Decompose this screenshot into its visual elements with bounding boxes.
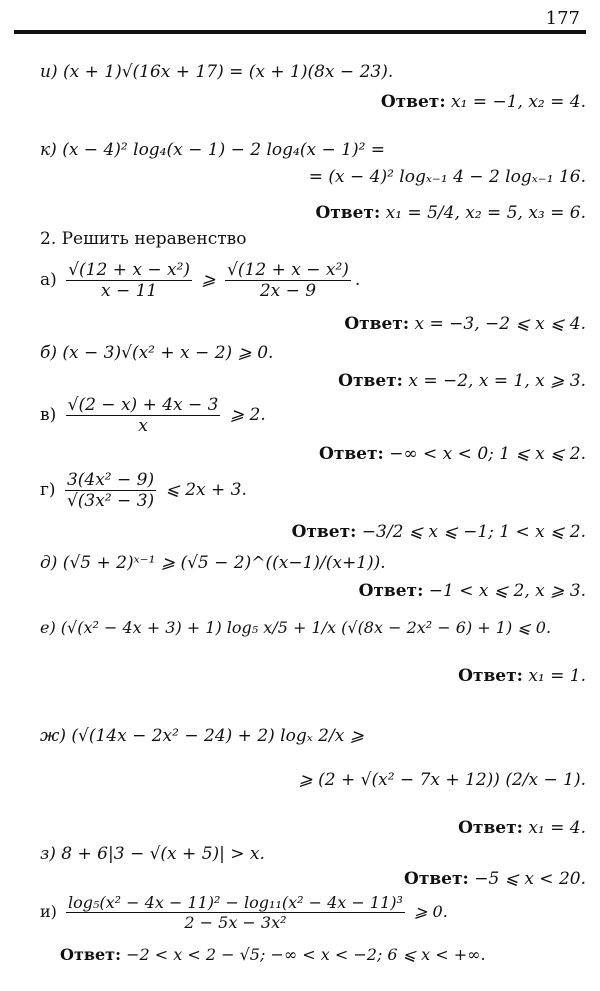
eq-i-problem: и) (x + 1)√(16x + 17) = (x + 1)(8x − 23).: [40, 62, 394, 82]
answer-label: Ответ:: [315, 203, 381, 223]
ineq-b-problem: б) (x − 3)√(x² + x − 2) ⩾ 0.: [40, 343, 274, 363]
fraction: [66, 893, 405, 932]
relation-tail: ⩾ 0.: [414, 902, 448, 921]
answer-label: Ответ:: [291, 522, 357, 542]
item-label: и): [40, 902, 57, 921]
relation-tail: ⩾ 2.: [229, 405, 266, 425]
top-rule: [14, 30, 586, 34]
ineq-v-answer: [40, 444, 586, 464]
ineq-a-answer: [40, 314, 586, 334]
relation: ⩾: [201, 270, 216, 290]
answer-label: Ответ:: [60, 945, 121, 964]
answer-value: x = −2, x = 1, x ⩾ 3.: [408, 371, 586, 391]
denominator: √(3x² − 3): [66, 491, 155, 511]
item-label: а): [40, 270, 57, 290]
denominator: x − 11: [100, 281, 158, 301]
ineq-e-answer: [40, 666, 586, 686]
ineq-z-problem: з) 8 + 6|3 − √(x + 5)| > x.: [40, 844, 265, 864]
ineq-z-answer: [40, 869, 586, 889]
ineq-b-answer: [40, 371, 586, 391]
answer-label: Ответ:: [380, 92, 446, 112]
numerator: log₅(x² − 4x − 11)² − log₁₁(x² − 4x − 11)³: [68, 893, 403, 912]
ineq-zh-problem-line2: ⩾ (2 + √(x² − 7x + 12)) (2/x − 1).: [298, 770, 586, 790]
denominator: 2x − 9: [259, 281, 317, 301]
numerator: √(12 + x − x²): [68, 260, 191, 280]
answer-value: x₁ = 4.: [528, 818, 586, 838]
fraction-left: [66, 260, 192, 301]
answer-label: Ответ:: [358, 581, 424, 601]
answer-label: Ответ:: [458, 818, 523, 838]
numerator: 3(4x² − 9): [65, 470, 156, 491]
numerator: √(2 − x) + 4x − 3: [67, 395, 219, 415]
fraction: [66, 395, 221, 436]
denominator: 2 − 5x − 3x²: [184, 913, 287, 932]
answer-label: Ответ:: [344, 314, 410, 334]
answer-value: −5 ⩽ x < 20.: [474, 869, 586, 889]
ineq-zh-answer: [40, 818, 586, 838]
answer-value: x₁ = −1, x₂ = 4.: [451, 92, 586, 112]
page-number: 177: [545, 8, 580, 29]
answer-value: −1 < x ⩽ 2, x ⩾ 3.: [428, 581, 586, 601]
answer-label: Ответ:: [404, 869, 469, 889]
ineq-d-problem: д) (√5 + 2)ˣ⁻¹ ⩾ (√5 − 2)^((x−1)/(x+1)).: [40, 553, 386, 573]
item-label: г): [40, 480, 56, 500]
eq-k-answer: [40, 203, 586, 223]
item-label: в): [40, 405, 57, 425]
answer-label: Ответ:: [319, 444, 384, 464]
ineq-zh-problem-line1: ж) (√(14x − 2x² − 24) + 2) logₓ 2/x ⩾: [40, 726, 364, 746]
period: .: [354, 270, 361, 290]
ineq-g-answer: [40, 522, 586, 542]
eq-k-problem-line1: к) (x − 4)² log₄(x − 1) − 2 log₄(x − 1)² =: [40, 140, 386, 160]
eq-k-problem-line2: = (x − 4)² logₓ₋₁ 4 − 2 logₓ₋₁ 16.: [308, 167, 586, 187]
answer-label: Ответ:: [458, 666, 523, 686]
ineq-v-problem: [40, 395, 586, 436]
ineq-e-problem: е) (√(x² − 4x + 3) + 1) log₅ x/5 + 1/x (√(8x − 2x² − 6) + 1) ⩽ 0.: [40, 618, 552, 637]
answer-value: x₁ = 1.: [528, 666, 586, 686]
eq-i-answer: [40, 92, 586, 112]
answer-label: Ответ:: [338, 371, 403, 391]
fraction: [65, 470, 156, 511]
answer-value: −3/2 ⩽ x ⩽ −1; 1 < x ⩽ 2.: [361, 522, 586, 542]
ineq-i-answer: [60, 945, 586, 964]
answer-value: x₁ = 5/4, x₂ = 5, x₃ = 6.: [385, 203, 586, 223]
ineq-g-problem: [40, 470, 586, 511]
ineq-d-answer: [40, 581, 586, 601]
fraction-right: [225, 260, 351, 301]
denominator: x: [138, 416, 148, 436]
answer-value: −∞ < x < 0; 1 ⩽ x ⩽ 2.: [389, 444, 586, 464]
ineq-i-problem: [40, 893, 586, 932]
section-heading: 2. Решить неравенство: [40, 229, 247, 249]
answer-value: x = −3, −2 ⩽ x ⩽ 4.: [414, 314, 586, 334]
relation-tail: ⩽ 2x + 3.: [165, 480, 247, 500]
ineq-a-problem: [40, 260, 586, 301]
answer-value: −2 < x < 2 − √5; −∞ < x < −2; 6 ⩽ x < +∞.: [126, 945, 486, 964]
numerator: √(12 + x − x²): [227, 260, 349, 280]
